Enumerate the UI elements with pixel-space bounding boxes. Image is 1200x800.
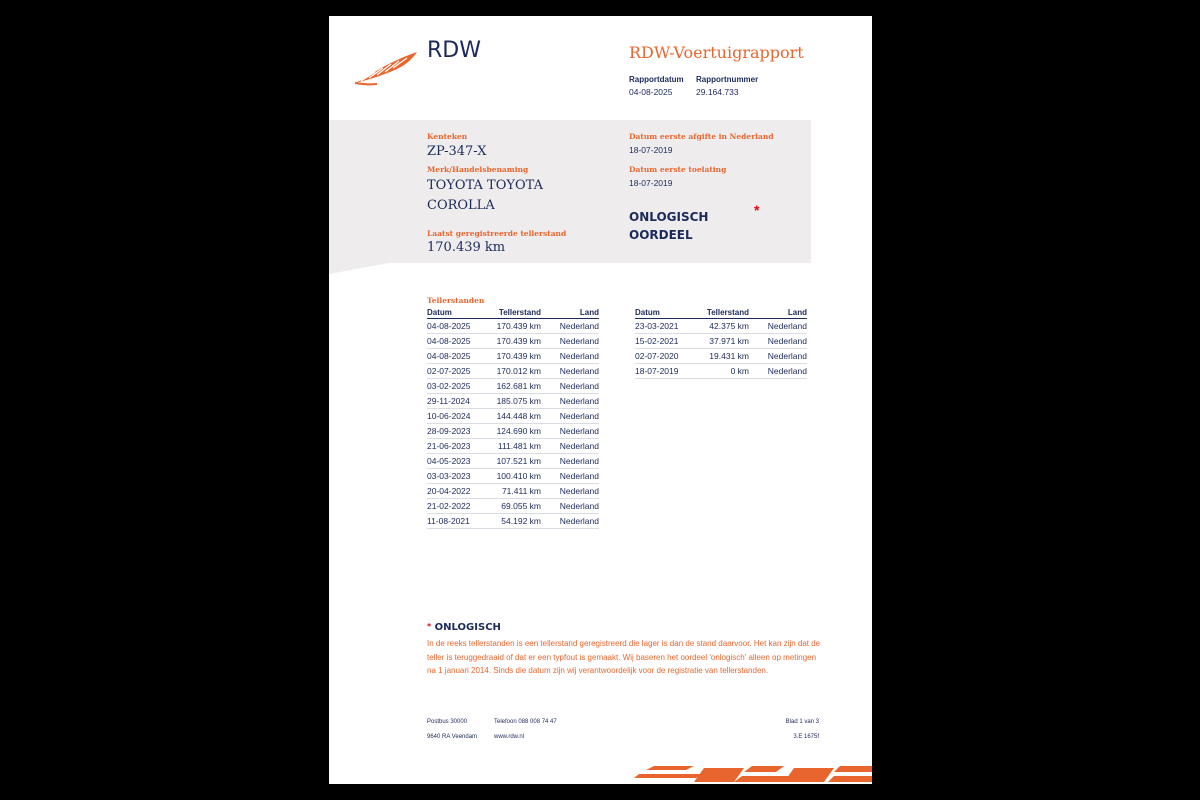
table-row <box>427 484 599 499</box>
row-date: 21-02-2022 <box>427 499 491 514</box>
license-plate: ZP-347-X <box>427 144 487 159</box>
table-row <box>635 364 807 379</box>
report-number: 29.164.733 <box>696 87 739 97</box>
row-country: Nederland <box>749 334 807 349</box>
row-date: 28-09-2023 <box>427 424 491 439</box>
table-header-row <box>427 307 599 319</box>
row-odometer: 100.410 km <box>491 469 541 484</box>
row-date: 11-08-2021 <box>427 514 491 529</box>
first-issue-nl-date: 18-07-2019 <box>629 145 673 155</box>
column-header-date: Datum <box>427 307 491 319</box>
row-date: 03-02-2025 <box>427 379 491 394</box>
column-header-date: Datum <box>635 307 699 319</box>
brand-name: RDW <box>427 38 481 63</box>
report-title: RDW-Voertuigrapport <box>629 43 804 62</box>
footer-page-number: Blad 1 van 3 <box>785 719 819 725</box>
table-row <box>427 409 599 424</box>
last-odometer-value: 170.439 km <box>427 240 506 255</box>
footer-website: www.rdw.nl <box>494 734 525 740</box>
row-odometer: 170.439 km <box>491 319 541 334</box>
row-date: 29-11-2024 <box>427 394 491 409</box>
table-row <box>427 319 599 334</box>
plate-label: Kenteken <box>427 132 468 141</box>
odometer-table-right <box>635 307 807 379</box>
footer-postbus: Postbus 30000 <box>427 719 468 725</box>
row-country: Nederland <box>541 469 599 484</box>
row-odometer: 170.012 km <box>491 364 541 379</box>
row-odometer: 69.055 km <box>491 499 541 514</box>
row-odometer: 162.681 km <box>491 379 541 394</box>
row-date: 02-07-2020 <box>635 349 699 364</box>
panel-notch <box>329 263 389 274</box>
row-date: 04-08-2025 <box>427 334 491 349</box>
row-odometer: 111.481 km <box>491 439 541 454</box>
table-row <box>427 424 599 439</box>
footer-doc-code: 3.E 1675f <box>793 734 819 740</box>
row-odometer: 54.192 km <box>491 514 541 529</box>
verdict-asterisk: * <box>754 202 760 218</box>
column-header-odometer: Tellerstand <box>699 307 749 319</box>
column-header-country: Land <box>541 307 599 319</box>
report-page <box>329 16 872 784</box>
row-country: Nederland <box>541 379 599 394</box>
odometer-verdict <box>629 208 739 244</box>
table-row <box>427 379 599 394</box>
row-country: Nederland <box>541 409 599 424</box>
note-asterisk: * <box>427 622 432 631</box>
table-row <box>427 454 599 469</box>
row-country: Nederland <box>541 514 599 529</box>
row-odometer: 107.521 km <box>491 454 541 469</box>
table-row <box>635 349 807 364</box>
row-odometer: 144.448 km <box>491 409 541 424</box>
make-line-1: TOYOTA TOYOTA <box>427 178 543 193</box>
column-header-odometer: Tellerstand <box>491 307 541 319</box>
row-date: 18-07-2019 <box>635 364 699 379</box>
row-date: 20-04-2022 <box>427 484 491 499</box>
table-row <box>427 394 599 409</box>
verdict-line-1: ONLOGISCH <box>629 210 709 224</box>
footer-phone: Telefoon 088 008 74 47 <box>494 719 557 725</box>
rdw-feather-logo-icon <box>353 50 419 86</box>
footer-city: 9640 RA Veendam <box>427 734 478 740</box>
row-country: Nederland <box>749 349 807 364</box>
row-odometer: 37.971 km <box>699 334 749 349</box>
make-label: Merk/Handelsbenaming <box>427 165 529 174</box>
odometer-table-left <box>427 307 599 529</box>
table-row <box>427 439 599 454</box>
row-odometer: 71.411 km <box>491 484 541 499</box>
row-date: 10-06-2024 <box>427 409 491 424</box>
decorative-stripes-graphic <box>634 764 872 784</box>
first-admission-date: 18-07-2019 <box>629 178 673 188</box>
first-issue-nl-label: Datum eerste afgifte in Nederland <box>629 132 774 141</box>
make-line-2: COROLLA <box>427 198 495 213</box>
row-country: Nederland <box>541 439 599 454</box>
row-country: Nederland <box>541 484 599 499</box>
row-date: 04-08-2025 <box>427 319 491 334</box>
note-explanation: In de reeks tellerstanden is een tellerstand geregistreerd die lager is dan de stand daarvoor. Het kan zijn dat de teller is teruggedraaid of dat er een typfout is gemaakt. Wij baseren het oordeel 'onlogisch' alleen op metingen na 1 januari 2014. Sinds die datum zijn wij verantwoordelijk voor de registratie van tellerstanden. <box>427 639 821 675</box>
table-header-row <box>635 307 807 319</box>
row-country: Nederland <box>541 349 599 364</box>
column-header-country: Land <box>749 307 807 319</box>
verdict-line-2: OORDEEL <box>629 228 693 242</box>
row-country: Nederland <box>541 394 599 409</box>
row-odometer: 170.439 km <box>491 334 541 349</box>
row-country: Nederland <box>541 499 599 514</box>
note-title-text: ONLOGISCH <box>434 622 501 633</box>
report-number-label: Rapportnummer <box>696 75 759 84</box>
row-date: 21-06-2023 <box>427 439 491 454</box>
row-odometer: 124.690 km <box>491 424 541 439</box>
row-date: 23-03-2021 <box>635 319 699 334</box>
row-date: 04-05-2023 <box>427 454 491 469</box>
last-odometer-label: Laatst geregistreerde tellerstand <box>427 229 567 238</box>
row-odometer: 185.075 km <box>491 394 541 409</box>
row-country: Nederland <box>541 364 599 379</box>
table-row <box>427 349 599 364</box>
table-row <box>635 319 807 334</box>
table-row <box>427 514 599 529</box>
row-country: Nederland <box>541 424 599 439</box>
odometer-section-title: Tellerstanden <box>427 296 485 305</box>
table-row <box>427 469 599 484</box>
table-row <box>427 499 599 514</box>
row-country: Nederland <box>541 454 599 469</box>
table-row <box>635 334 807 349</box>
row-odometer: 0 km <box>699 364 749 379</box>
row-date: 04-08-2025 <box>427 349 491 364</box>
row-date: 03-03-2023 <box>427 469 491 484</box>
row-country: Nederland <box>749 319 807 334</box>
row-country: Nederland <box>541 319 599 334</box>
row-date: 15-02-2021 <box>635 334 699 349</box>
note-title <box>427 622 501 633</box>
row-odometer: 170.439 km <box>491 349 541 364</box>
first-admission-label: Datum eerste toelating <box>629 165 727 174</box>
row-odometer: 42.375 km <box>699 319 749 334</box>
table-row <box>427 334 599 349</box>
row-date: 02-07-2025 <box>427 364 491 379</box>
table-row <box>427 364 599 379</box>
report-date: 04-08-2025 <box>629 87 673 97</box>
row-odometer: 19.431 km <box>699 349 749 364</box>
row-country: Nederland <box>749 364 807 379</box>
report-date-label: Rapportdatum <box>629 75 684 84</box>
row-country: Nederland <box>541 334 599 349</box>
